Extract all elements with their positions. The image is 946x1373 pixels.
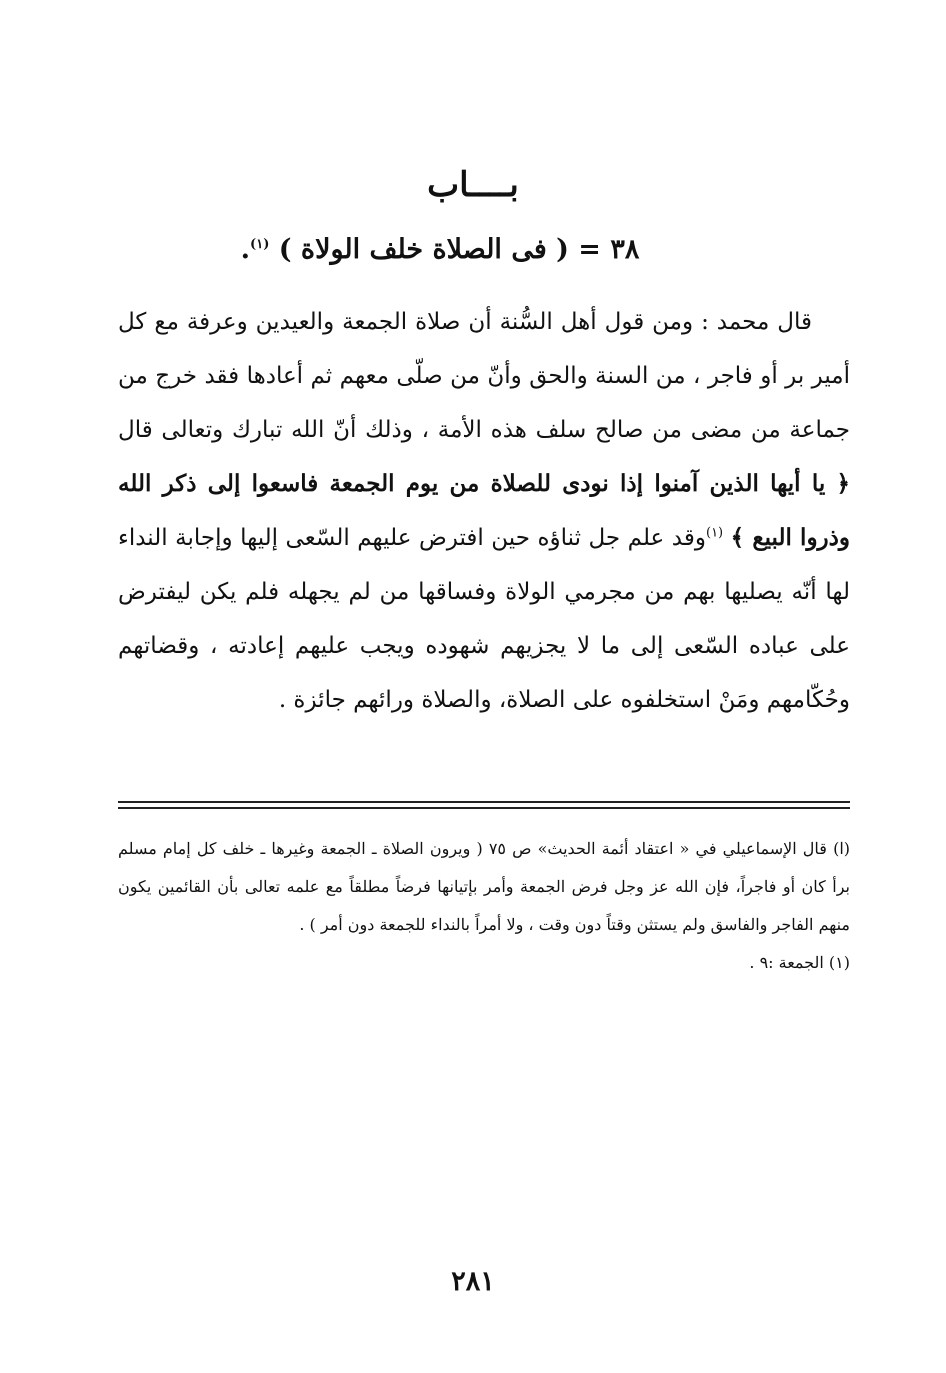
main-text: [118, 295, 850, 727]
title-footnote-ref: (١): [250, 237, 270, 252]
footnotes: [118, 830, 850, 982]
quran-footnote-ref: (١): [705, 525, 724, 541]
footnote-divider-bottom: [118, 807, 850, 809]
text-segment-2: وقد علم جل ثناؤه حين افترض عليهم السّعى إليها وإجابة النداء لها أنّه يصليها بهم من مجرمي الولاة وفساقها من لم يجهله فلم يكن ليفترض على عباده السّعى إلى ما لا يجزيهم شهوده ويجب عليهم إعادته ، وقضاتهم وحُكّامهم ومَنْ استخلفوه على الصلاة، والصلاة ورائهم جائزة .: [118, 525, 850, 713]
chapter-title-text: ٣٨ = ( فى الصلاة خلف الولاة ): [269, 234, 640, 265]
footnote-2: (١) الجمعة :٩ .: [749, 953, 850, 972]
chapter-title-end: .: [240, 234, 251, 265]
chapter-title: [200, 228, 680, 272]
text-segment-1: قال محمد : ومن قول أهل السُّنة أن صلاة الجمعة والعيدين وعرفة مع كل أمير بر أو فاجر ، من السنة والحق وأنّ من صلّى معهم ثم أعادها فقد خرج من جماعة من مضى من صالح سلف هذه الأمة ، وذلك أنّ الله تبارك وتعالى قال: [118, 309, 850, 443]
chapter-label: بــــاب: [427, 165, 519, 205]
quran-verse: ﴿ يا أيها الذين آمنوا إذا نودى للصلاة من يوم الجمعة فاسعوا إلى ذكر الله وذروا البيع ﴾: [118, 470, 851, 551]
footnote-1: (ا) قال الإسماعيلي في « اعتقاد أئمة الحديث» ص ٧٥ ( ويرون الصلاة ـ الجمعة وغيرها ـ خلف كل إمام مسلم برأ كان أو فاجراً، فإن الله عز وجل فرض الجمعة وأمر بإتيانها فرضاً مطلقاً مع علمه تعالى بأن القائمين يكون منهم الفاجر والفاسق ولم يستثن وقتاً دون وقت ، ولا أمراً بالنداء للجمعة دون أمر ) .: [118, 839, 851, 934]
footnote-divider-top: [118, 801, 850, 803]
main-paragraph: [118, 295, 850, 727]
page-number: ٢٨١: [451, 1266, 495, 1297]
